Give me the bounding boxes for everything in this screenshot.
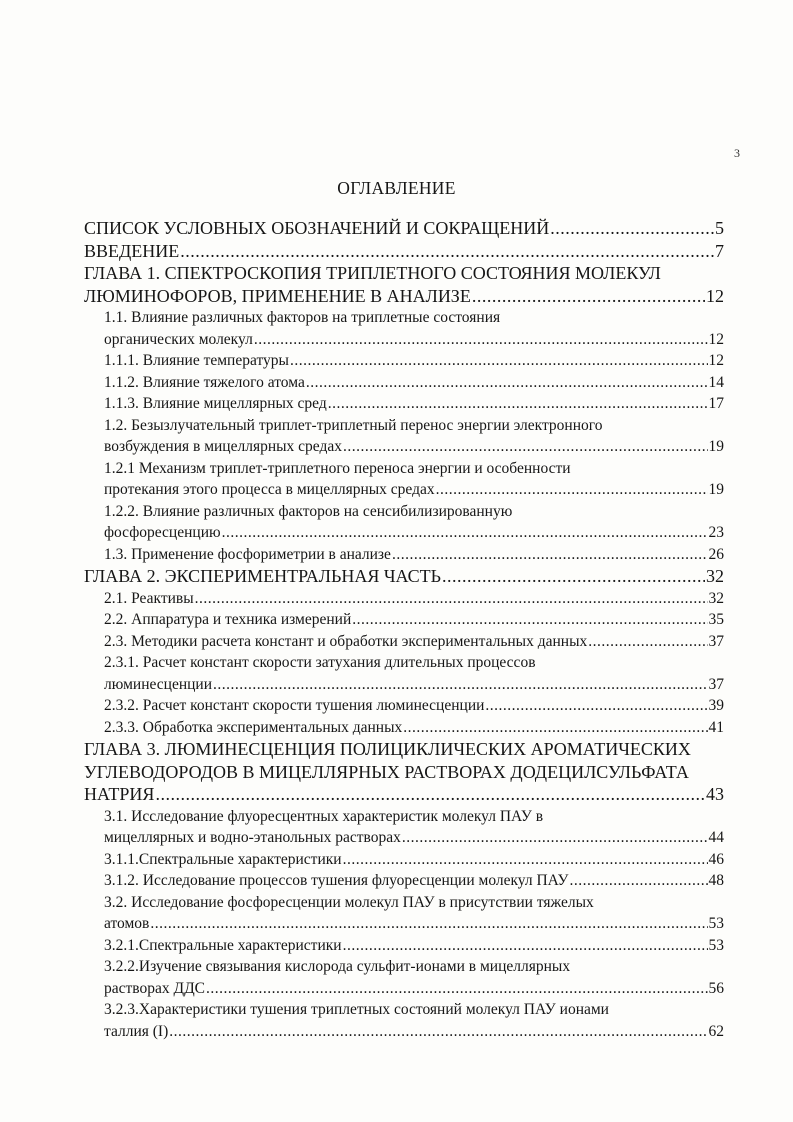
toc-page-number: 12 xyxy=(708,352,724,369)
toc-page-number: 37 xyxy=(708,632,724,650)
toc-entry-text: фосфоресценцию xyxy=(104,524,221,541)
dot-leader xyxy=(343,935,708,957)
toc-entry-line xyxy=(104,935,724,957)
dot-leader xyxy=(222,522,708,544)
toc-section xyxy=(104,652,724,695)
dot-leader xyxy=(472,285,705,308)
toc-entry-text: 1.2.1 Механизм триплет-триплетного переноса энергии и особенности xyxy=(104,459,571,477)
toc-entry-text: 2.2. Аппаратура и техника измерений xyxy=(104,611,352,628)
dot-leader xyxy=(213,674,707,696)
dot-leader xyxy=(343,849,708,871)
toc-entry-line xyxy=(84,285,724,308)
toc-entry-line xyxy=(104,717,724,739)
toc-page-number: 17 xyxy=(708,395,724,412)
toc-page-number: 14 xyxy=(708,373,724,391)
toc-entry-text: 2.3.1. Расчет констант скорости затухания длительных процессов xyxy=(104,654,536,671)
toc-page-number: 56 xyxy=(708,979,724,997)
toc-section xyxy=(104,415,724,458)
toc-entry-text: атомов xyxy=(104,915,150,932)
toc-section xyxy=(104,892,724,935)
toc-section xyxy=(104,695,724,717)
toc-page-number: 26 xyxy=(708,545,724,563)
toc-entry-text: 3.2.3.Характеристики тушения триплетных состояний молекул ПАУ ионами xyxy=(104,1001,609,1018)
toc-page-number: 12 xyxy=(708,330,724,348)
toc-entry-line xyxy=(104,827,724,849)
dot-leader xyxy=(436,479,708,501)
toc-entry-line xyxy=(104,329,724,351)
toc-entry-text: 3.1. Исследование флуоресцентных характеристик молекул ПАУ в xyxy=(104,807,544,825)
dot-leader xyxy=(588,631,707,653)
dot-leader xyxy=(180,240,714,263)
toc-entry-text: 1.1. Влияние различных факторов на триплетные состояния xyxy=(104,309,501,326)
dot-leader xyxy=(150,913,707,935)
toc-entry-line xyxy=(104,1021,724,1043)
toc-entry-text: 3.1.1.Спектральные характеристики xyxy=(104,850,342,868)
toc-page-number: 32 xyxy=(708,589,724,607)
toc-entry-line xyxy=(104,913,724,935)
toc-entry-text: ГЛАВА 1. СПЕКТРОСКОПИЯ ТРИПЛЕТНОГО СОСТОЯНИЯ МОЛЕКУЛ xyxy=(84,263,661,283)
toc-page-number: 53 xyxy=(708,915,724,932)
dot-leader xyxy=(306,372,708,394)
toc-entry-line xyxy=(104,695,724,717)
toc-page-number: 12 xyxy=(706,285,724,306)
toc-entry-line xyxy=(104,978,724,1000)
toc-entry-text: таллия (I) xyxy=(104,1022,169,1040)
toc-entry-text: 2.3.3. Обработка экспериментальных данных xyxy=(104,718,403,736)
toc-page-number: 23 xyxy=(708,524,724,541)
toc-entry-line xyxy=(104,631,724,653)
toc-entry-line xyxy=(104,588,724,610)
toc-entry-text: ГЛАВА 2. ЭКСПЕРИМЕНТРАЛЬНАЯ ЧАСТЬ xyxy=(84,566,441,586)
toc-entry-line xyxy=(104,849,724,871)
toc-entry-text: НАТРИЯ xyxy=(84,784,155,804)
dot-leader xyxy=(328,393,708,415)
toc-section xyxy=(104,372,724,394)
toc-page-number: 5 xyxy=(715,218,724,238)
toc-page-number: 48 xyxy=(708,872,724,889)
toc-entry-line xyxy=(104,609,724,631)
toc-entry-text: мицеллярных и водно-этанольных растворах xyxy=(104,829,401,846)
toc-entry-text: растворах ДДС xyxy=(104,979,205,997)
dot-leader xyxy=(569,870,707,892)
toc-entry-line xyxy=(104,393,724,415)
toc-entry-text: люминесценции xyxy=(104,675,213,693)
toc-section xyxy=(104,501,724,544)
dot-leader xyxy=(392,544,708,566)
toc-entry-line xyxy=(104,674,724,696)
toc-section xyxy=(104,393,724,415)
toc-page-number: 32 xyxy=(706,566,724,586)
toc-entry-text: 1.2. Безызлучательный триплет-триплетный перенос энергии электронного xyxy=(104,416,603,434)
toc-entry-line xyxy=(84,565,724,588)
toc-entry-text: возбуждения в мицеллярных средах xyxy=(104,438,342,455)
toc-entry-text: протекания этого процесса в мицеллярных средах xyxy=(104,481,435,498)
toc-page-number: 19 xyxy=(708,438,724,455)
toc-entry-text: 3.2.2.Изучение связывания кислорода сульфит-ионами в мицеллярных xyxy=(104,958,571,975)
toc-page-number: 41 xyxy=(708,718,724,736)
page-number: 3 xyxy=(734,146,740,160)
toc-entry-line xyxy=(104,372,724,394)
toc-chapter xyxy=(84,738,724,806)
toc-entry-line xyxy=(104,870,724,892)
toc-section xyxy=(104,935,724,957)
toc-entry-text: 3.1.2. Исследование процессов тушения флуоресценции молекул ПАУ xyxy=(104,872,569,889)
toc-page-number: 37 xyxy=(708,675,724,693)
toc-entry-text: 2.1. Реактивы xyxy=(104,589,194,607)
toc-chapter xyxy=(84,217,724,240)
dot-leader xyxy=(485,695,707,717)
toc-entry-text: ГЛАВА 3. ЛЮМИНЕСЦЕНЦИЯ ПОЛИЦИКЛИЧЕСКИХ АРОМАТИЧЕСКИХ xyxy=(84,739,691,759)
toc-entry-text: органических молекул xyxy=(104,330,253,348)
toc-entry-text: 1.1.3. Влияние мицеллярных сред xyxy=(104,395,327,412)
toc-page-number: 7 xyxy=(715,240,724,261)
toc-entry-text: 1.3. Применение фосфориметрии в анализе xyxy=(104,545,391,563)
toc-entry-text: 3.2.1.Спектральные характеристики xyxy=(104,936,342,954)
toc-page-number: 46 xyxy=(708,850,724,868)
toc-section xyxy=(104,956,724,999)
toc-entry-line xyxy=(84,240,724,263)
dot-leader xyxy=(195,588,708,610)
toc-section xyxy=(104,717,724,739)
dot-leader xyxy=(169,1021,707,1043)
toc-entry-text: 2.3.2. Расчет констант скорости тушения люминесценции xyxy=(104,697,485,714)
toc-section xyxy=(104,631,724,653)
dot-leader xyxy=(550,217,714,240)
toc-entry-text: УГЛЕВОДОРОДОВ В МИЦЕЛЛЯРНЫХ РАСТВОРАХ ДОДЕЦИЛСУЛЬФАТА xyxy=(84,761,689,782)
toc-section xyxy=(104,609,724,631)
toc-chapter xyxy=(84,262,724,307)
toc-page-number: 44 xyxy=(708,829,724,846)
toc-page-number: 39 xyxy=(708,697,724,714)
toc-section xyxy=(104,870,724,892)
toc-entry-text: 1.1.1. Влияние температуры xyxy=(104,352,289,369)
toc-section xyxy=(104,806,724,849)
toc-page-number: 19 xyxy=(708,481,724,498)
dot-leader xyxy=(206,978,708,1000)
toc-entry-line xyxy=(104,544,724,566)
dot-leader xyxy=(254,329,708,351)
toc-entry-line xyxy=(104,436,724,458)
toc-section xyxy=(104,350,724,372)
toc-entry-text: 3.2. Исследование фосфоресценции молекул ПАУ в присутствии тяжелых xyxy=(104,893,594,911)
dot-leader xyxy=(155,783,705,806)
toc-entry-line xyxy=(84,783,724,806)
toc-entry-text: 1.1.2. Влияние тяжелого атома xyxy=(104,373,305,391)
toc-entry-line xyxy=(84,217,724,240)
toc-chapter xyxy=(84,565,724,588)
toc-section xyxy=(104,458,724,501)
dot-leader xyxy=(402,827,708,849)
dot-leader xyxy=(403,717,707,739)
toc-page-number: 35 xyxy=(708,611,724,628)
toc-section xyxy=(104,849,724,871)
dot-leader xyxy=(442,565,705,588)
toc-page-number: 53 xyxy=(708,936,724,954)
toc-section xyxy=(104,544,724,566)
toc-title: ОГЛАВЛЕНИЕ xyxy=(337,178,456,198)
toc-entry-text: 2.3. Методики расчета констант и обработки экспериментальных данных xyxy=(104,632,588,650)
toc-entry-text: ВВЕДЕНИЕ xyxy=(84,240,180,261)
toc-entry-line xyxy=(104,350,724,372)
toc-entry-line xyxy=(104,479,724,501)
dot-leader xyxy=(290,350,708,372)
toc-page-number: 62 xyxy=(708,1022,724,1040)
toc-section xyxy=(104,588,724,610)
toc-section xyxy=(104,307,724,350)
table-of-contents xyxy=(84,217,724,1042)
toc-chapter xyxy=(84,240,724,263)
dot-leader xyxy=(352,609,707,631)
toc-entry-text: СПИСОК УСЛОВНЫХ ОБОЗНАЧЕНИЙ И СОКРАЩЕНИЙ xyxy=(84,218,550,238)
toc-section xyxy=(104,999,724,1042)
toc-entry-text: 1.2.2. Влияние различных факторов на сенсибилизированную xyxy=(104,502,513,520)
toc-entry-line xyxy=(104,522,724,544)
toc-entry-text: ЛЮМИНОФОРОВ, ПРИМЕНЕНИЕ В АНАЛИЗЕ xyxy=(84,285,471,306)
dot-leader xyxy=(343,436,708,458)
toc-page-number: 43 xyxy=(706,784,724,804)
